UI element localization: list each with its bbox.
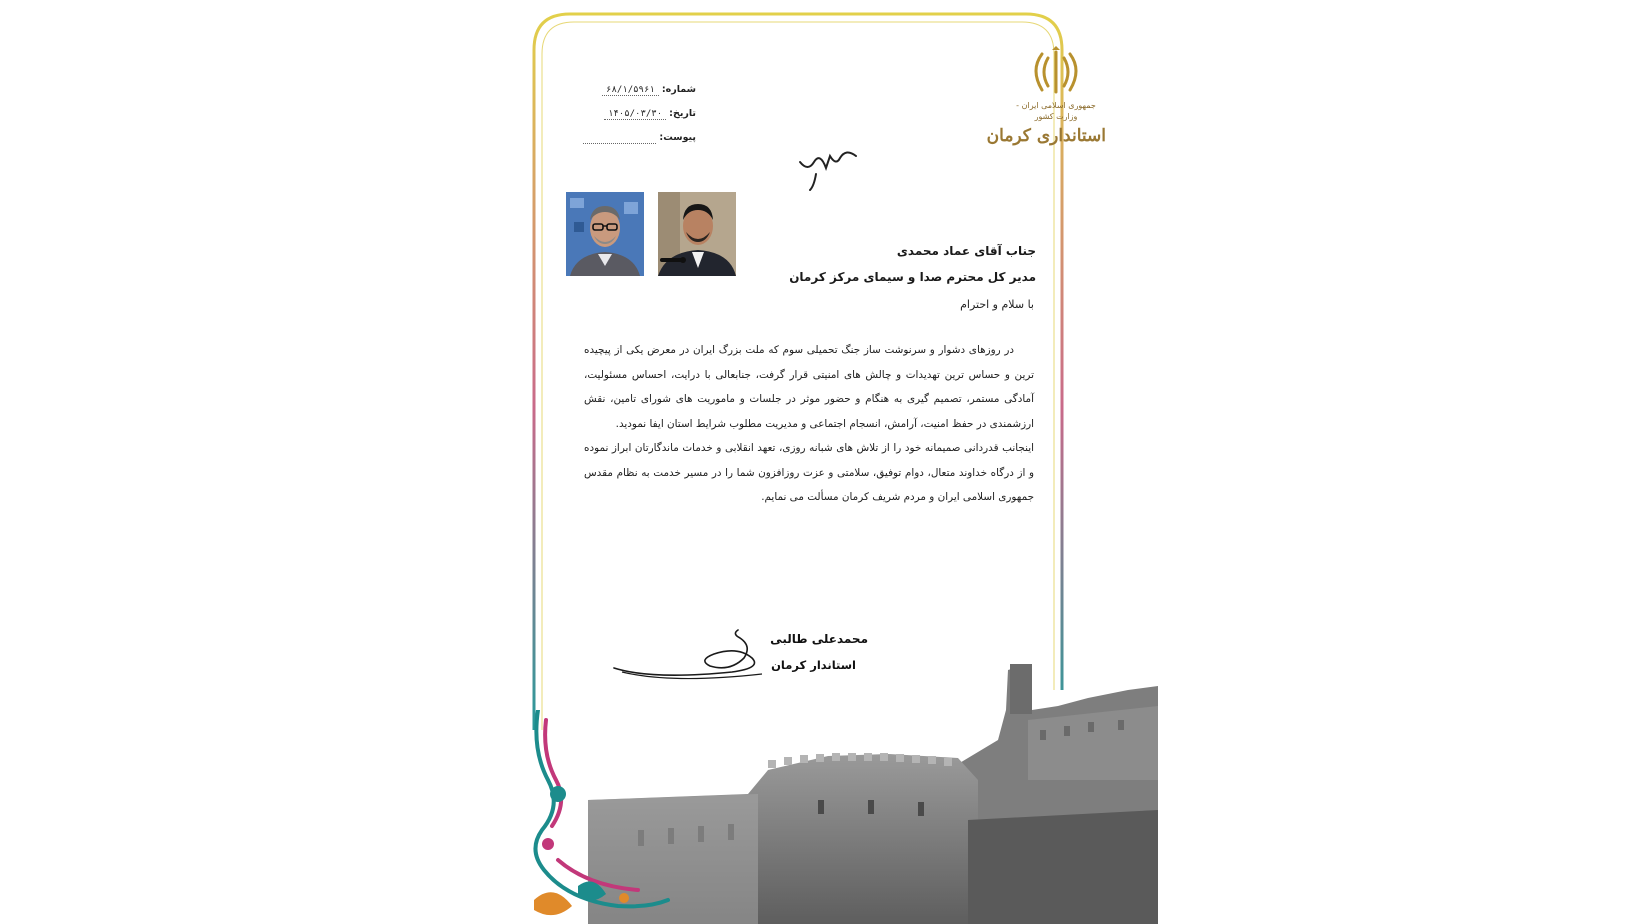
greeting: با سلام و احترام bbox=[960, 298, 1034, 311]
emblem-caption: جمهوری اسلامی ایران - وزارت کشور bbox=[1016, 101, 1096, 121]
body-paragraph-2: اینجانب قدردانی صمیمانه خود را از تلاش های شبانه روزی، تعهد انقلابی و خدمات ماندگارتان ابراز نموده و از درگاه خداوند متعال، دوام توفیق، سلامتی و عزت روزافزون شما را در مسیر خدمت به نظام مقدس جمهوری اسلامی ایران و مردم شریف کرمان مسألت می نمایم. bbox=[584, 442, 1034, 503]
signatory-name: محمدعلی طالبی bbox=[770, 632, 868, 646]
addressee-name: جناب آقای عماد محمدی bbox=[896, 244, 1036, 258]
letterhead-emblem bbox=[986, 46, 1106, 166]
addressee-position: مدیر کل محترم صدا و سیمای مرکز کرمان bbox=[789, 270, 1036, 284]
attachment-value bbox=[583, 133, 656, 144]
letter-meta bbox=[566, 84, 696, 156]
attachment-label: پیوست: bbox=[659, 132, 696, 143]
date-label: تاریخ: bbox=[669, 108, 696, 119]
office-name: استانداری کرمان bbox=[986, 126, 1106, 146]
addressee-block bbox=[676, 238, 1036, 290]
letter-page bbox=[528, 10, 1158, 924]
number-label: شماره: bbox=[661, 84, 696, 95]
number-value: ۶۸/۱/۵۹۶۱ bbox=[602, 85, 659, 96]
corner-ornament bbox=[528, 710, 678, 924]
portrait-photo-left bbox=[566, 192, 644, 276]
body-paragraph-1: در روزهای دشوار و سرنوشت ساز جنگ تحمیلی سوم که ملت بزرگ ایران در معرض یکی از پیچیده ترین و حساس ترین تهدیدات و چالش های امنیتی قرار گرفت، جنابعالی با درایت، احساس مسئولیت، آمادگی مستمر، تصمیم گیری به هنگام و حضور موثر در جلسات و ماموریت های شورای تامین، نقش ارزشمندی در حفظ امنیت، آرامش، انسجام اجتماعی و مدیریت مطلوب شرایط استان ایفا نمودید. bbox=[584, 344, 1034, 430]
date-value: ۱۴۰۵/۰۳/۳۰ bbox=[604, 109, 666, 120]
letter-body bbox=[584, 338, 1034, 510]
number-row bbox=[566, 84, 696, 108]
attachment-row bbox=[566, 132, 696, 156]
iran-emblem-icon bbox=[1028, 46, 1084, 98]
portrait-glasses-man bbox=[566, 192, 644, 276]
date-row bbox=[566, 108, 696, 132]
signatory-title: استاندار کرمان bbox=[771, 658, 856, 672]
handwritten-bismillah bbox=[786, 144, 866, 194]
